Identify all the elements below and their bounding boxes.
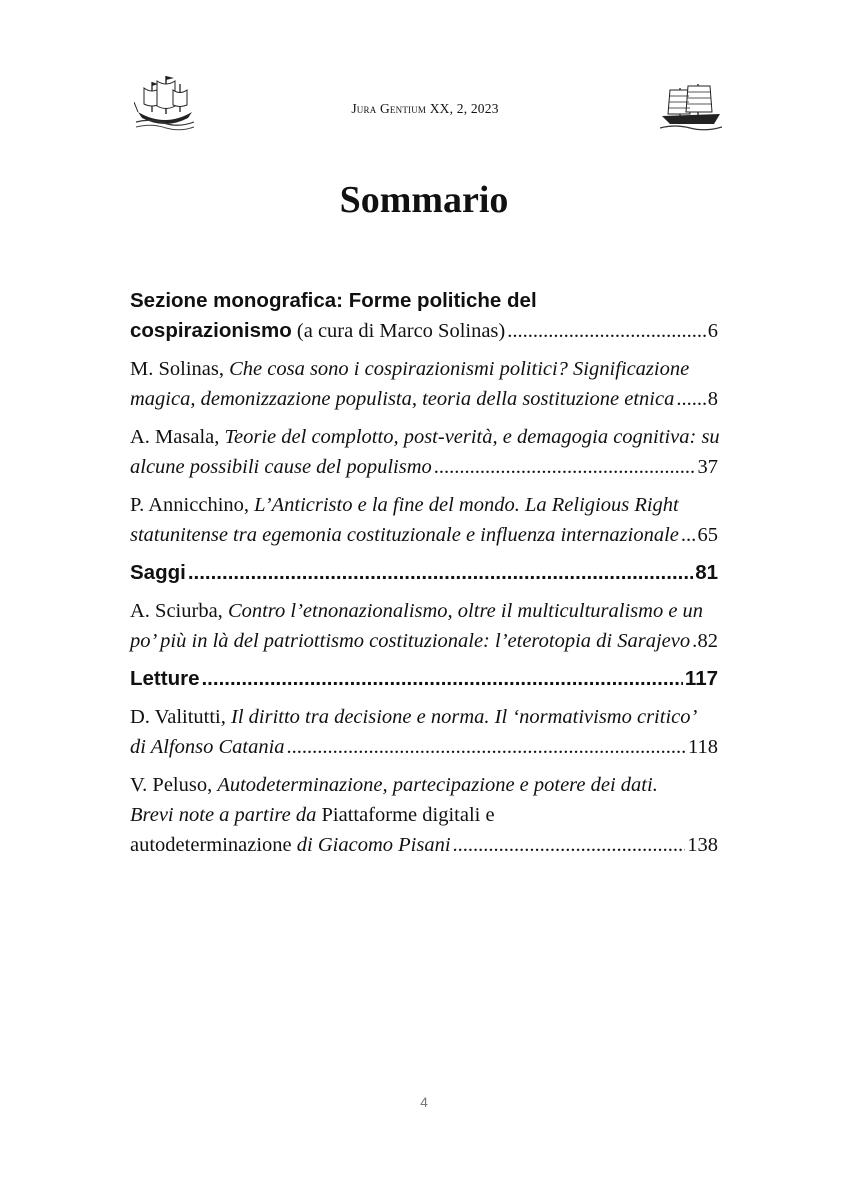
section-editor: (a cura di Marco Solinas) <box>296 320 506 342</box>
section-title-line: Sezione monografica: Forme politiche del <box>130 289 537 312</box>
entry-title-cont: magica, demonizzazione populista, teoria della sostituzione etnica <box>130 388 675 410</box>
page-ref: 6 <box>707 320 718 342</box>
page-ref: 65 <box>697 524 718 546</box>
page-ref: 8 <box>707 388 718 410</box>
toc-entry-annicchino[interactable] <box>130 490 718 550</box>
entry-author: M. Solinas, <box>130 358 224 380</box>
entry-title-cont: statunitense tra egemonia costituzionale e influenza internazionale <box>130 524 679 546</box>
toc-entry-solinas[interactable] <box>130 354 718 414</box>
entry-author: V. Peluso, <box>130 774 213 796</box>
entry-title-cont: alcune possibili cause del populismo <box>130 456 432 478</box>
toc-entry-peluso[interactable] <box>130 770 718 860</box>
table-of-contents <box>130 286 718 860</box>
dot-leader <box>201 664 682 694</box>
page-title: Sommario <box>339 179 509 221</box>
page-ref: 82 <box>697 630 718 652</box>
dot-leader <box>287 732 686 762</box>
entry-title-cont: Brevi note a partire da <box>130 804 317 826</box>
entry-author: A. Sciurba, <box>130 600 223 622</box>
dot-leader <box>453 830 686 860</box>
toc-entry-sciurba[interactable] <box>130 596 718 656</box>
dot-leader <box>692 626 695 656</box>
dot-leader <box>507 316 706 346</box>
page-ref: 37 <box>697 456 718 478</box>
dot-leader <box>434 452 696 482</box>
cited-book-title: Piattaforme digitali e <box>321 804 495 826</box>
section-title-bold: cospirazionismo <box>130 319 292 342</box>
entry-title: Teorie del complotto, post-verità, e demagogia cognitiva: su <box>224 426 720 448</box>
journal-issue: XX, 2, 2023 <box>429 101 499 116</box>
dot-leader <box>188 558 693 588</box>
entry-author: D. Valitutti, <box>130 706 226 728</box>
toc-entry-monografica[interactable] <box>130 286 718 346</box>
toc-entry-valitutti[interactable] <box>130 702 718 762</box>
entry-title: Il diritto tra decisione e norma. Il ‘normativismo critico’ <box>231 706 698 728</box>
entry-title: Autodeterminazione, partecipazione e potere dei dati. <box>217 774 658 796</box>
cited-book-author: di Giacomo Pisani <box>296 834 451 856</box>
entry-title: Contro l’etnonazionalismo, oltre il multiculturalismo e un <box>227 600 704 622</box>
page-ref: 118 <box>688 736 718 758</box>
page-ref: 81 <box>695 561 718 584</box>
junk-ship-icon <box>660 84 722 132</box>
page-number: 4 <box>420 1094 428 1110</box>
section-label: Letture <box>130 667 200 690</box>
entry-title: L’Anticristo e la fine del mondo. La Religious Right <box>254 494 679 516</box>
entry-title-cont: di Alfonso Catania <box>130 736 285 758</box>
entry-title-cont: po’ più in là del patriottismo costituzionale: l’eterotopia di Sarajevo <box>130 630 691 652</box>
entry-author: P. Annicchino, <box>130 494 250 516</box>
journal-name: Jura Gentium <box>351 101 427 116</box>
entry-title: Che cosa sono i cospirazionismi politici? Significazione <box>229 358 690 380</box>
toc-section-letture[interactable] <box>130 664 718 694</box>
toc-entry-masala[interactable] <box>130 422 718 482</box>
page-ref: 117 <box>684 667 718 690</box>
dot-leader <box>676 384 705 414</box>
cited-book-title-cont: autodeterminazione <box>130 834 292 856</box>
dot-leader <box>681 520 696 550</box>
entry-author: A. Masala, <box>130 426 220 448</box>
section-label: Saggi <box>130 561 186 584</box>
toc-section-saggi[interactable] <box>130 558 718 588</box>
page-ref: 138 <box>687 834 718 856</box>
running-header <box>130 72 720 132</box>
journal-header <box>130 101 720 117</box>
